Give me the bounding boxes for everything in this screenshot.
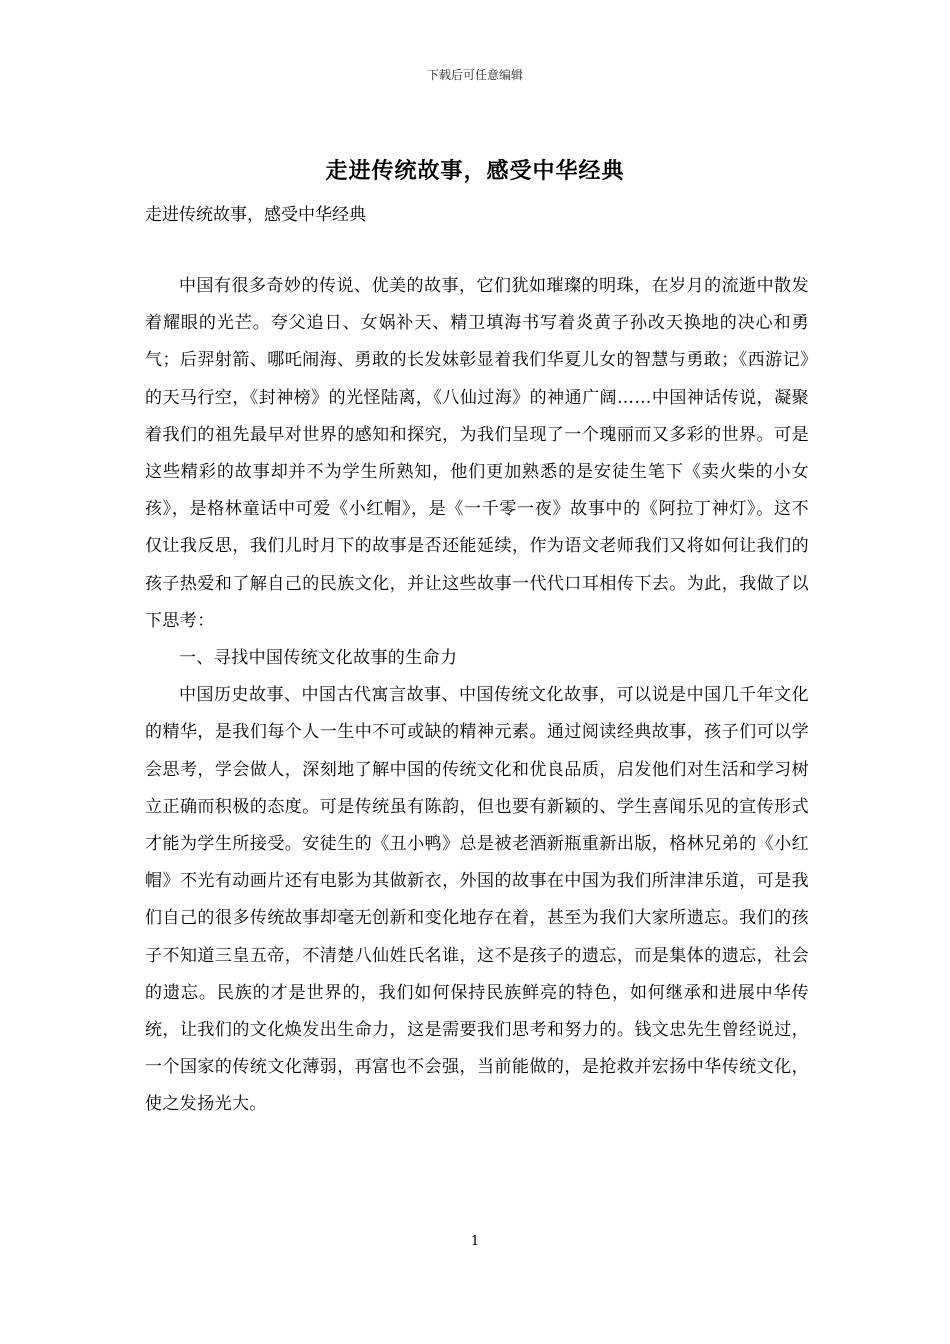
document-subtitle: 走进传统故事，感受中华经典: [145, 205, 366, 225]
body-paragraph-section-1: 中国历史故事、中国古代寓言故事、中国传统文化故事，可以说是中国几千年文化的精华，是我们每个人一生中不可或缺的精神元素。通过阅读经典故事，孩子们可以学会思考，学会做人，深刻地了解中国的传统文化和优良品质，启发他们对生活和学习树立正确而积极的态度。可是传统虽有陈韵，但也要有新颖的、学生喜闻乐见的宣传形式才能为学生所接受。安徒生的《丑小鸭》总是被老酒新瓶重新出版，格林兄弟的《小红帽》不光有动画片还有电影为其做新衣，外国的故事在中国为我们所津津乐道，可是我们自己的很多传统故事却毫无创新和变化地存在着，甚至为我们大家所遗忘。我们的孩子不知道三皇五帝，不清楚八仙姓氏名谁，这不是孩子的遗忘，而是集体的遗忘，社会的遗忘。民族的才是世界的，我们如何保持民族鲜亮的特色，如何继承和进展中华传统，让我们的文化焕发出生命力，这是需要我们思考和努力的。钱文忠先生曾经说过，一个国家的传统文化薄弱，再富也不会强，当前能做的，是抢救并宏扬中华传统文化，使之发扬光大。: [145, 685, 809, 1115]
page-number: 1: [470, 1234, 480, 1249]
document-title: 走进传统故事，感受中华经典: [325, 158, 625, 184]
document-body: [145, 268, 809, 1124]
page-header-note: 下载后可任意编辑: [426, 68, 523, 82]
section-heading: 一、寻找中国传统文化故事的生命力: [179, 648, 458, 669]
body-paragraph-intro: 中国有很多奇妙的传说、优美的故事，它们犹如璀璨的明珠，在岁月的流逝中散发着耀眼的光芒。夸父追日、女娲补天、精卫填海书写着炎黄子孙改天换地的决心和勇气；后羿射箭、哪吒闹海、勇敢的长发妹彰显着我们华夏儿女的智慧与勇敢；《西游记》的天马行空，《封神榜》的光怪陆离，《八仙过海》的神通广阔……中国神话传说，凝聚着我们的祖先最早对世界的感知和探究，为我们呈现了一个瑰丽而又多彩的世界。可是这些精彩的故事却并不为学生所熟知，他们更加熟悉的是安徒生笔下《卖火柴的小女孩》，是格林童话中可爱《小红帽》，是《一千零一夜》故事中的《阿拉丁神灯》。这不仅让我反思，我们儿时月下的故事是否还能延续，作为语文老师我们又将如何让我们的孩子热爱和了解自己的民族文化，并让这些故事一代代口耳相传下去。为此，我做了以下思考：: [145, 276, 809, 631]
